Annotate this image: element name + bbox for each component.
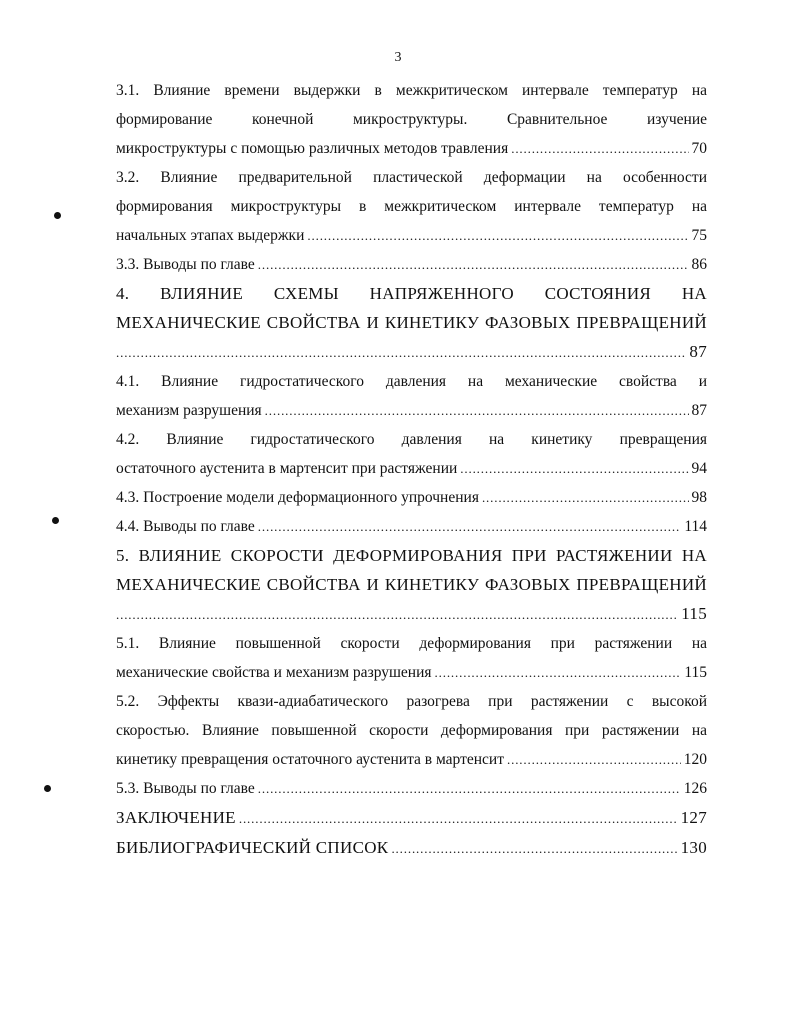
page-number: 3	[394, 50, 402, 65]
toc-entry-line: механизм разрушения	[116, 402, 262, 419]
dot-leader	[258, 512, 682, 541]
toc-entry-line: кинетику превращения остаточного аустенита в мартенсит	[116, 751, 504, 768]
dot-leader	[511, 134, 688, 163]
toc-entry-last-line	[116, 512, 707, 541]
toc-page-number: 86	[691, 256, 707, 273]
toc-page-number: 94	[691, 460, 707, 477]
dot-leader	[258, 774, 681, 803]
toc-entry-5-2	[116, 687, 707, 774]
dot-leader	[435, 658, 682, 687]
toc-entry-3-2	[116, 163, 707, 250]
binder-hole-mark	[54, 212, 61, 219]
toc-entry-line: механические свойства и механизм разрушения	[116, 664, 432, 681]
toc-entry-5-3	[116, 774, 707, 803]
toc-entry-last-line	[116, 221, 707, 250]
toc-page-number: 87	[691, 402, 707, 419]
toc-entry-line: 5.3. Выводы по главе	[116, 780, 255, 797]
dot-leader	[116, 600, 678, 629]
dot-leader	[482, 483, 689, 512]
toc-page-number: 115	[681, 604, 707, 623]
toc-page-number: 98	[691, 489, 707, 506]
dot-leader	[265, 396, 689, 425]
toc-entry-line: 3.2. Влияние предварительной пластической деформации на особенности	[116, 169, 707, 186]
toc-page-number: 120	[683, 751, 707, 768]
toc-entry-line: МЕХАНИЧЕСКИЕ СВОЙСТВА И КИНЕТИКУ ФАЗОВЫХ ПРЕВРАЩЕНИЙ	[116, 313, 707, 332]
toc-entry-last-line	[116, 803, 707, 833]
toc-entry-line: 4.4. Выводы по главе	[116, 518, 255, 535]
toc-chapter-4	[116, 279, 707, 367]
dot-leader	[116, 338, 686, 367]
toc-entry-4-1	[116, 367, 707, 425]
toc-entry-line: 4. ВЛИЯНИЕ СХЕМЫ НАПРЯЖЕННОГО СОСТОЯНИЯ НА	[116, 284, 707, 303]
toc-entry-last-line	[116, 337, 707, 367]
toc-entry-line: начальных этапах выдержки	[116, 227, 305, 244]
toc-entry-line: ЗАКЛЮЧЕНИЕ	[116, 808, 236, 827]
toc-entry-last-line	[116, 599, 707, 629]
toc-entry-last-line	[116, 745, 707, 774]
dot-leader	[258, 250, 689, 279]
toc-entry-4-2	[116, 425, 707, 483]
toc-entry-4-4	[116, 512, 707, 541]
toc-entry-line: 3.3. Выводы по главе	[116, 256, 255, 273]
toc-entry-line: формирования микроструктуры в межкритическом интервале температур на	[116, 198, 707, 215]
dot-leader	[391, 834, 677, 863]
toc-entry-last-line	[116, 134, 707, 163]
toc-page-number: 126	[683, 780, 707, 797]
toc-entry-last-line	[116, 396, 707, 425]
binder-hole-mark	[44, 785, 51, 792]
dot-leader	[307, 221, 688, 250]
dot-leader	[239, 804, 678, 833]
toc-entry-line: 4.2. Влияние гидростатического давления на кинетику превращения	[116, 431, 707, 448]
toc-entry-last-line	[116, 658, 707, 687]
toc-page-number: 75	[691, 227, 707, 244]
toc-entry-line: скоростью. Влияние повышенной скорости деформирования при растяжении на	[116, 722, 707, 739]
toc-entry-line: МЕХАНИЧЕСКИЕ СВОЙСТВА И КИНЕТИКУ ФАЗОВЫХ ПРЕВРАЩЕНИЙ	[116, 575, 707, 594]
toc-entry-line: 4.1. Влияние гидростатического давления на механические свойства и	[116, 373, 707, 390]
toc-entry-last-line	[116, 774, 707, 803]
table-of-contents	[116, 76, 707, 863]
toc-page-number: 70	[691, 140, 707, 157]
toc-entry-4-3	[116, 483, 707, 512]
toc-entry-last-line	[116, 454, 707, 483]
toc-entry-line: 5. ВЛИЯНИЕ СКОРОСТИ ДЕФОРМИРОВАНИЯ ПРИ РАСТЯЖЕНИИ НА	[116, 546, 707, 565]
toc-entry-last-line	[116, 250, 707, 279]
toc-entry-line: формирование конечной микроструктуры. Сравнительное изучение	[116, 111, 707, 128]
toc-entry-line: микроструктуры с помощью различных методов травления	[116, 140, 509, 157]
toc-page-number: 115	[684, 664, 707, 681]
toc-entry-bibliography	[116, 833, 707, 863]
toc-page-number: 114	[684, 518, 707, 535]
dot-leader	[507, 745, 681, 774]
toc-entry-line: 5.1. Влияние повышенной скорости деформирования при растяжении на	[116, 635, 707, 652]
toc-page-number: 130	[680, 838, 707, 857]
toc-entry-5-1	[116, 629, 707, 687]
toc-page-number: 87	[689, 342, 707, 361]
toc-entry-line: БИБЛИОГРАФИЧЕСКИЙ СПИСОК	[116, 838, 389, 857]
toc-entry-last-line	[116, 833, 707, 863]
toc-entry-line: 3.1. Влияние времени выдержки в межкритическом интервале температур на	[116, 82, 707, 99]
toc-entry-line: 4.3. Построение модели деформационного упрочнения	[116, 489, 479, 506]
toc-page-number: 127	[680, 808, 707, 827]
toc-entry-conclusion	[116, 803, 707, 833]
toc-chapter-5	[116, 541, 707, 629]
dot-leader	[460, 454, 688, 483]
binder-hole-mark	[52, 517, 59, 524]
toc-entry-3-3	[116, 250, 707, 279]
toc-entry-3-1	[116, 76, 707, 163]
toc-entry-line: остаточного аустенита в мартенсит при растяжении	[116, 460, 458, 477]
toc-entry-last-line	[116, 483, 707, 512]
toc-entry-line: 5.2. Эффекты квази-адиабатического разогрева при растяжении с высокой	[116, 693, 707, 710]
